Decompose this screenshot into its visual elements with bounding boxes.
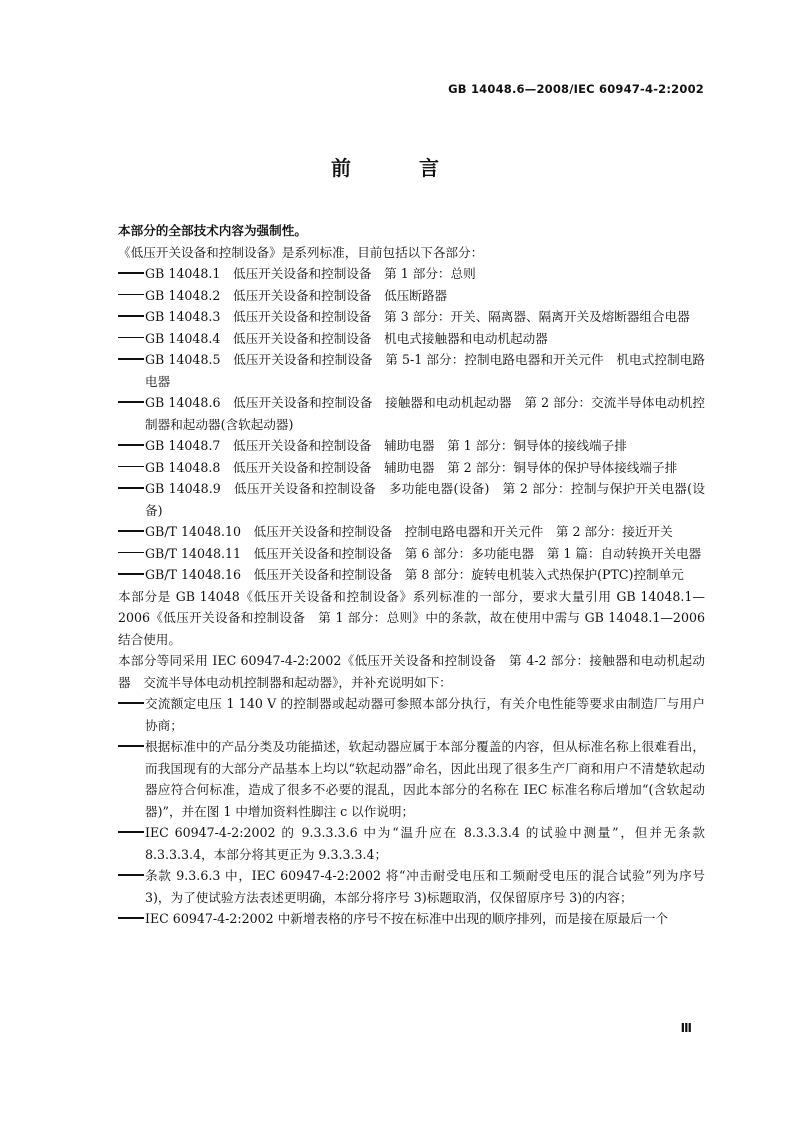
list-item: GB 14048.4 低压开关设备和控制设备 机电式接触器和电动机起动器 (118, 328, 705, 350)
em-dash-bullet (118, 392, 145, 414)
em-dash-bullet (118, 693, 145, 715)
list-item: GB/T 14048.16 低压开关设备和控制设备 第 8 部分：旋转电机装入式热保护(PTC)控制单元 (118, 564, 705, 586)
em-dash-bullet (118, 285, 145, 307)
list-item: GB/T 14048.11 低压开关设备和控制设备 第 6 部分：多功能电器 第 1 篇：自动转换开关电器 (118, 543, 705, 565)
page-title: 前 言 (331, 156, 463, 180)
em-dash-bullet (118, 822, 145, 844)
mandatory-note: 本部分的全部技术内容为强制性。 (118, 223, 307, 238)
page-number: Ⅲ (680, 1021, 692, 1035)
em-dash-bullet (118, 564, 145, 586)
list-item: GB 14048.5 低压开关设备和控制设备 第 5-1 部分：控制电路电器和开关元件 机电式控制电路电器 (118, 349, 705, 392)
standard-code-header: GB 14048.6—2008/IEC 60947-4-2:2002 (448, 82, 704, 96)
list-item: GB 14048.2 低压开关设备和控制设备 低压断路器 (118, 285, 705, 307)
em-dash-bullet (118, 865, 145, 887)
list-item: GB 14048.7 低压开关设备和控制设备 辅助电器 第 1 部分：铜导体的接线端子排 (118, 435, 705, 457)
em-dash-bullet (118, 328, 145, 350)
em-dash-bullet (118, 478, 145, 500)
em-dash-bullet (118, 263, 145, 285)
em-dash-bullet (118, 306, 145, 328)
em-dash-bullet (118, 457, 145, 479)
series-intro: 《低压开关设备和控制设备》是系列标准，目前包括以下各部分： (118, 244, 484, 260)
list-item: 根据标准中的产品分类及功能描述，软起动器应属于本部分覆盖的内容，但从标准名称上很难看出，而我国现有的大部分产品基本上均以“软起动器”命名，因此出现了很多生产厂商和用户不清楚软起动器应符合何标准，造成了很多不必要的混乱，因此本部分的名称在 IEC 标准名称后增加“(含软起动器)”，并在图 1 中增加资料性脚注 c 以作说明； (118, 736, 705, 822)
em-dash-bullet (118, 543, 145, 565)
series-list (118, 263, 705, 586)
list-item: 条款 9.3.6.3 中，IEC 60947-4-2:2002 将“冲击耐受电压和工频耐受电压的混合试验”列为序号 3)，为了使试验方法表述更明确，本部分将序号 3)标题取消，仅保留原序号 3)的内容； (118, 865, 705, 908)
list-item: GB 14048.6 低压开关设备和控制设备 接触器和电动机起动器 第 2 部分：交流半导体电动机控制器和起动器(含软起动器) (118, 392, 705, 435)
em-dash-bullet (118, 908, 145, 930)
list-item: GB 14048.1 低压开关设备和控制设备 第 1 部分：总则 (118, 263, 705, 285)
list-item: GB 14048.8 低压开关设备和控制设备 辅助电器 第 2 部分：铜导体的保护导体接线端子排 (118, 457, 705, 479)
em-dash-bullet (118, 521, 145, 543)
em-dash-bullet (118, 349, 145, 371)
notes-list (118, 693, 705, 930)
list-item: IEC 60947-4-2:2002 中新增表格的序号不按在标准中出现的顺序排列，而是接在原最后一个 (118, 908, 705, 930)
em-dash-bullet (118, 435, 145, 457)
list-item: GB 14048.9 低压开关设备和控制设备 多功能电器(设备) 第 2 部分：控制与保护开关电器(设备) (118, 478, 705, 521)
list-item: IEC 60947-4-2:2002 的 9.3.3.3.6 中为“温升应在 8.3.3.3.4 的试验中测量”，但并无条款 8.3.3.3.4，本部分将其更正为 9.3.3.3.4； (118, 822, 705, 865)
foreword-body (118, 220, 705, 930)
list-item: GB 14048.3 低压开关设备和控制设备 第 3 部分：开关、隔离器、隔离开关及熔断器组合电器 (118, 306, 705, 328)
em-dash-bullet (118, 736, 145, 758)
list-item: GB/T 14048.10 低压开关设备和控制设备 控制电路电器和开关元件 第 2 部分：接近开关 (118, 521, 705, 543)
relation-paragraph: 本部分是 GB 14048《低压开关设备和控制设备》系列标准的一部分，要求大量引用 GB 14048.1—2006《低压开关设备和控制设备 第 1 部分：总则》中的条款，故在使用中需与 GB 14048.1—2006 结合使用。 (118, 588, 705, 647)
list-item: 交流额定电压 1 140 V 的控制器或起动器可参照本部分执行，有关介电性能等要求由制造厂与用户协商； (118, 693, 705, 736)
equivalence-paragraph: 本部分等同采用 IEC 60947-4-2:2002《低压开关设备和控制设备 第 4-2 部分：接触器和电动机起动器 交流半导体电动机控制器和起动器》，并补充说明如下： (118, 653, 705, 690)
